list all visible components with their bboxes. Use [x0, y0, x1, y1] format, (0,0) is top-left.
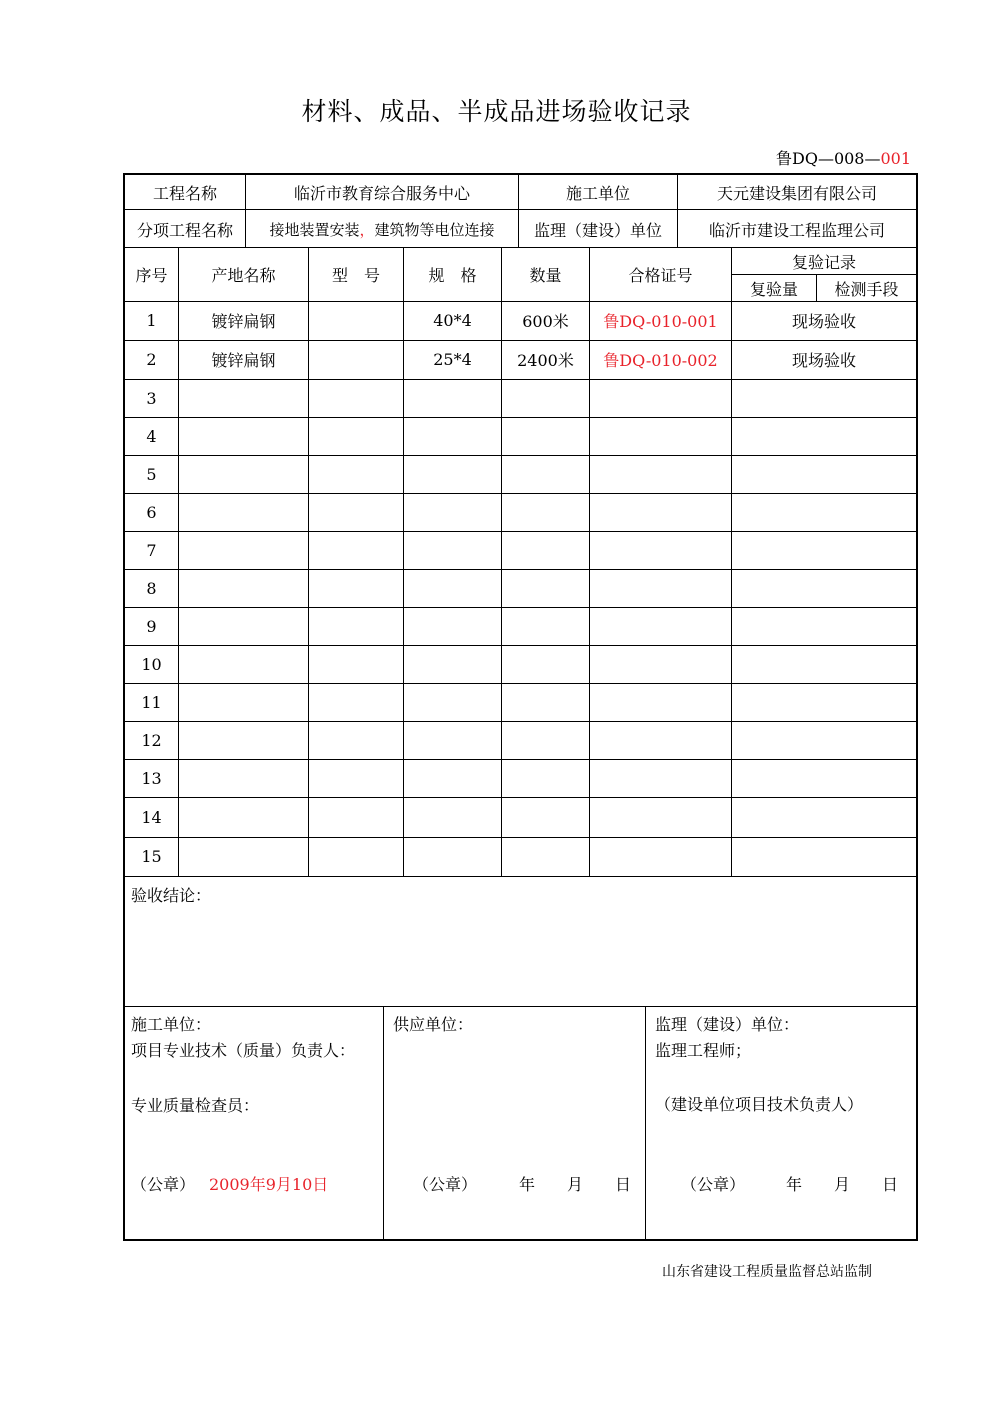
row-divider — [124, 417, 917, 418]
cell-spec — [404, 683, 501, 721]
col-header-cert: 合格证号 — [628, 266, 693, 285]
cell-cert — [590, 379, 731, 417]
cell-spec — [404, 531, 501, 569]
cell-method — [732, 569, 916, 607]
cell-model — [309, 301, 403, 340]
grid-line — [816, 274, 817, 301]
row-divider — [124, 531, 917, 532]
cell-spec — [404, 797, 501, 837]
doc-number-seq: 001 — [880, 149, 912, 168]
sig-contractor-unit: 施工单位： — [131, 1015, 212, 1034]
grid-line — [124, 209, 917, 210]
cell-model — [309, 797, 403, 837]
project-name-value: 临沂市教育综合服务中心 — [293, 183, 470, 203]
grid-line — [589, 247, 590, 876]
sig-supervisor-date: 年 月 日 — [786, 1175, 899, 1194]
cell-model — [309, 837, 403, 876]
grid-line — [403, 247, 404, 876]
cell-qty — [502, 531, 589, 569]
row-divider — [124, 340, 917, 341]
row-divider — [124, 645, 917, 646]
cell-origin — [179, 417, 308, 455]
cell-origin — [179, 645, 308, 683]
cell-cert — [590, 645, 731, 683]
cell-no: 13 — [141, 768, 162, 788]
cell-no: 3 — [146, 388, 157, 408]
sig-contractor-seal: （公章） — [131, 1175, 196, 1194]
sig-inspector: 专业质量检查员： — [131, 1096, 260, 1115]
cell-method — [732, 379, 916, 417]
sig-supervisor-seal: （公章） — [681, 1175, 746, 1194]
supervisor-label: 监理（建设）单位 — [533, 220, 662, 240]
grid-line — [124, 247, 917, 248]
cell-cert: 鲁DQ-010-001 — [603, 312, 718, 331]
cell-no: 9 — [146, 616, 157, 636]
grid-line — [518, 175, 519, 247]
cell-origin — [179, 455, 308, 493]
cell-model — [309, 759, 403, 797]
row-divider — [124, 759, 917, 760]
cell-origin — [179, 379, 308, 417]
col-header-model: 型 号 — [331, 266, 380, 285]
cell-origin — [179, 683, 308, 721]
row-divider — [124, 797, 917, 798]
sig-supervisor-engineer: 监理工程师； — [655, 1041, 752, 1060]
row-divider — [124, 721, 917, 722]
cell-cert — [590, 837, 731, 876]
grid-line — [732, 274, 917, 275]
cell-cert — [590, 493, 731, 531]
row-divider — [124, 455, 917, 456]
doc-number-prefix: 鲁DQ—008— — [776, 149, 881, 168]
cell-cert — [590, 455, 731, 493]
grid-line — [178, 247, 179, 876]
cell-qty — [502, 379, 589, 417]
cell-qty — [502, 455, 589, 493]
cell-method: 现场验收 — [791, 312, 856, 331]
subproject-value — [246, 211, 518, 247]
cell-origin — [179, 797, 308, 837]
cell-no: 8 — [146, 578, 157, 598]
grid-line — [731, 247, 732, 876]
sig-supplier-unit: 供应单位： — [393, 1015, 474, 1034]
cell-model — [309, 417, 403, 455]
row-divider — [124, 683, 917, 684]
cell-cert — [590, 531, 731, 569]
cell-cert — [590, 759, 731, 797]
cell-spec — [404, 607, 501, 645]
cell-spec — [404, 759, 501, 797]
cell-spec — [404, 837, 501, 876]
row-divider — [124, 569, 917, 570]
cell-qty — [502, 493, 589, 531]
cell-no: 4 — [146, 426, 157, 446]
cell-no: 12 — [141, 730, 162, 750]
cell-no: 1 — [146, 311, 157, 330]
cell-spec — [404, 569, 501, 607]
cell-qty — [502, 797, 589, 837]
grid-line — [645, 1006, 646, 1240]
cell-spec — [404, 645, 501, 683]
cell-qty — [502, 417, 589, 455]
cell-cert — [590, 607, 731, 645]
cell-origin — [179, 837, 308, 876]
cell-cert: 鲁DQ-010-002 — [603, 351, 718, 370]
col-header-spec: 规 格 — [428, 266, 477, 285]
cell-origin — [179, 721, 308, 759]
row-divider — [124, 379, 917, 380]
conclusion-label: 验收结论： — [131, 886, 212, 905]
sig-tech-lead: 项目专业技术（质量）负责人： — [131, 1041, 356, 1060]
grid-line — [124, 876, 917, 877]
document-number — [776, 146, 911, 169]
cell-model — [309, 455, 403, 493]
project-name-label: 工程名称 — [152, 183, 217, 203]
page-title: 材料、成品、半成品进场验收记录 — [301, 97, 692, 126]
row-divider — [124, 837, 917, 838]
cell-cert — [590, 683, 731, 721]
grid-line — [501, 247, 502, 876]
cell-model — [309, 721, 403, 759]
cell-no: 2 — [146, 350, 157, 369]
cell-model — [309, 340, 403, 379]
col-header-recheck: 复验记录 — [791, 252, 856, 272]
cell-model — [309, 683, 403, 721]
sig-supplier-date: 年 月 日 — [519, 1175, 632, 1194]
subproject-comma: ， — [359, 220, 375, 239]
cell-cert — [590, 569, 731, 607]
cell-method — [732, 455, 916, 493]
cell-qty — [502, 759, 589, 797]
cell-method — [732, 531, 916, 569]
sig-contractor-date: 2009年9月10日 — [209, 1175, 329, 1194]
cell-no: 11 — [141, 692, 162, 712]
cell-qty — [502, 645, 589, 683]
col-header-method: 检测手段 — [834, 279, 899, 299]
cell-spec — [404, 455, 501, 493]
footer-issuer: 山东省建设工程质量监督总站监制 — [662, 1264, 872, 1280]
cell-method — [732, 721, 916, 759]
cell-model — [309, 569, 403, 607]
cell-cert — [590, 721, 731, 759]
grid-line — [124, 1006, 917, 1007]
cell-model — [309, 379, 403, 417]
contractor-value: 天元建设集团有限公司 — [716, 183, 877, 203]
cell-qty: 600米 — [522, 312, 569, 331]
col-header-origin: 产地名称 — [211, 266, 276, 285]
cell-origin: 镀锌扁钢 — [211, 351, 276, 370]
cell-no: 10 — [141, 654, 162, 674]
cell-cert — [590, 797, 731, 837]
grid-line — [677, 175, 678, 247]
cell-method — [732, 493, 916, 531]
grid-line — [308, 247, 309, 876]
cell-model — [309, 607, 403, 645]
row-divider — [124, 493, 917, 494]
cell-qty: 2400米 — [517, 351, 574, 370]
cell-no: 6 — [146, 502, 157, 522]
cell-origin: 镀锌扁钢 — [211, 312, 276, 331]
cell-method: 现场验收 — [791, 351, 856, 370]
cell-spec: 40*4 — [433, 311, 472, 330]
col-header-qty: 数量 — [529, 266, 562, 285]
cell-model — [309, 493, 403, 531]
cell-origin — [179, 493, 308, 531]
grid-line — [124, 301, 917, 302]
cell-origin — [179, 531, 308, 569]
cell-spec — [404, 417, 501, 455]
cell-spec: 25*4 — [433, 350, 472, 369]
cell-qty — [502, 683, 589, 721]
cell-qty — [502, 607, 589, 645]
subproject-label: 分项工程名称 — [136, 220, 233, 240]
cell-qty — [502, 569, 589, 607]
cell-no: 15 — [141, 847, 162, 866]
subproject-text: 接地装置安装，建筑物等电位连接 — [269, 220, 495, 239]
cell-spec — [404, 493, 501, 531]
cell-spec — [404, 721, 501, 759]
supervisor-value: 临沂市建设工程监理公司 — [708, 220, 885, 240]
sig-supplier-seal: （公章） — [413, 1175, 478, 1194]
cell-no: 7 — [146, 540, 157, 560]
cell-method — [732, 607, 916, 645]
cell-origin — [179, 759, 308, 797]
cell-origin — [179, 607, 308, 645]
contractor-label: 施工单位 — [565, 183, 630, 203]
sig-supervisor-unit: 监理（建设）单位： — [655, 1015, 800, 1034]
cell-model — [309, 645, 403, 683]
cell-method — [732, 645, 916, 683]
cell-method — [732, 759, 916, 797]
grid-line — [245, 175, 246, 247]
cell-cert — [590, 417, 731, 455]
cell-method — [732, 683, 916, 721]
grid-line — [383, 1006, 384, 1240]
cell-method — [732, 417, 916, 455]
cell-model — [309, 531, 403, 569]
cell-method — [732, 797, 916, 837]
sig-owner-tech-lead: （建设单位项目技术负责人） — [655, 1095, 864, 1114]
cell-spec — [404, 379, 501, 417]
col-header-no: 序号 — [135, 266, 168, 285]
cell-qty — [502, 721, 589, 759]
cell-origin — [179, 569, 308, 607]
col-header-recheck-qty: 复验量 — [749, 279, 798, 299]
cell-method — [732, 837, 916, 876]
cell-no: 14 — [141, 807, 162, 827]
cell-no: 5 — [146, 464, 157, 484]
cell-qty — [502, 837, 589, 876]
row-divider — [124, 607, 917, 608]
